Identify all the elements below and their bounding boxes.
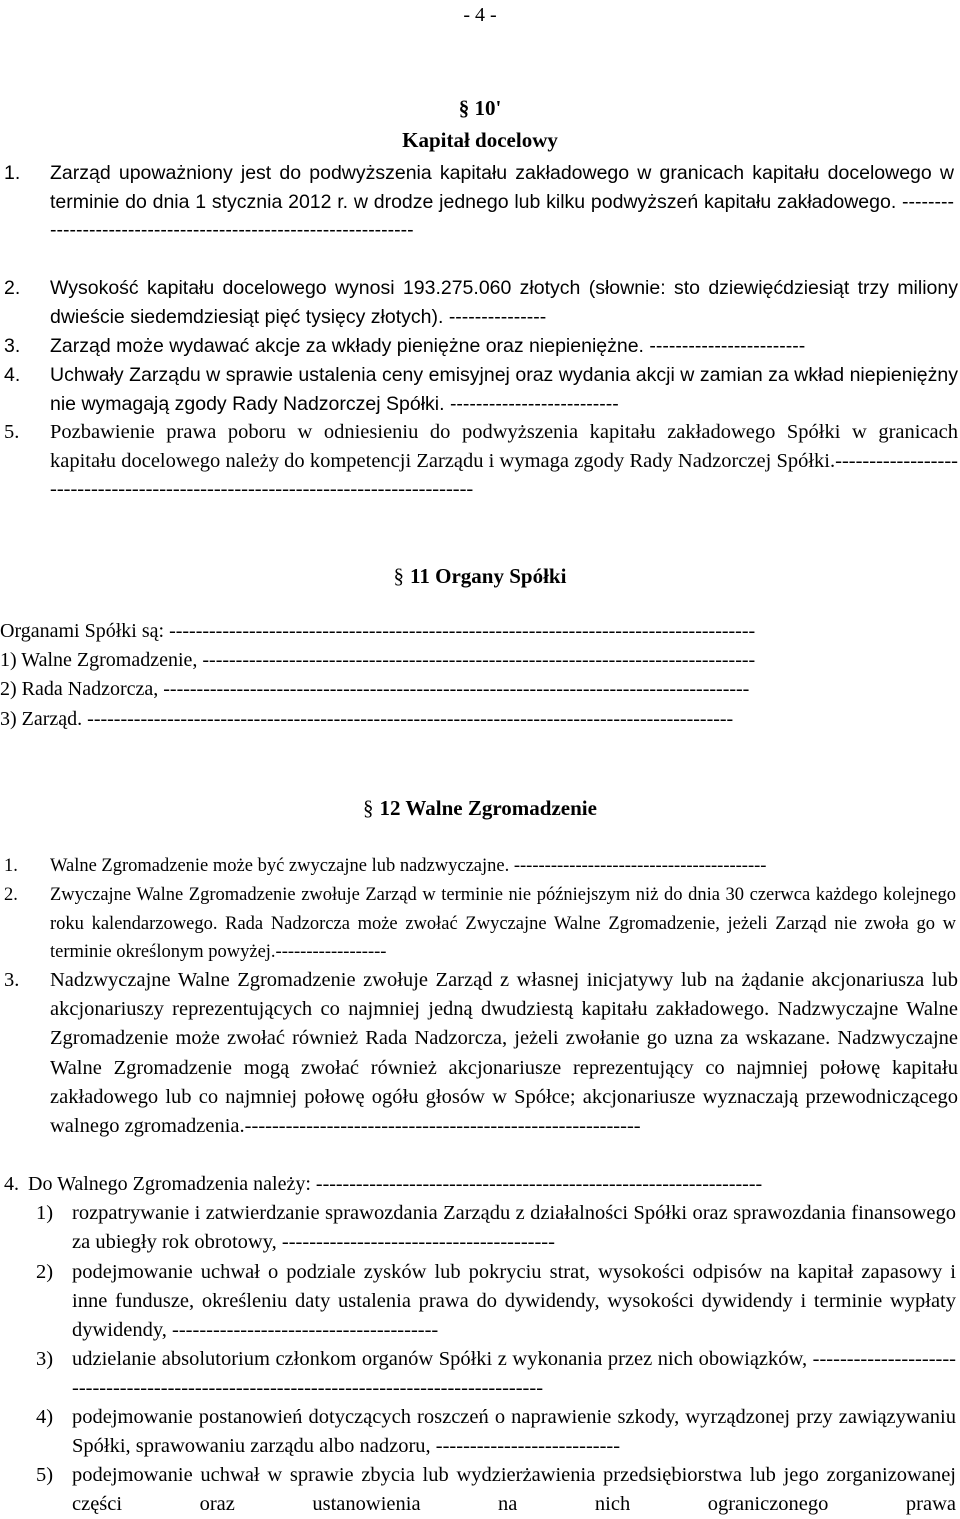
paragraph-symbol: §: [363, 796, 374, 820]
subitem-text: udzielanie absolutorium członkom organów Spółki z wykonania przez nich obowiązków, ------------------------------------------------------------------------------------------: [72, 1348, 956, 1400]
item-number: 4.: [4, 1173, 19, 1195]
paragraph-symbol: §: [393, 564, 405, 588]
item-number: 2.: [4, 885, 18, 905]
paragraph-symbol: §: [458, 96, 470, 120]
section-12-heading: [0, 796, 960, 821]
section-12-title: 12 Walne Zgromadzenie: [379, 796, 597, 820]
organ-item-1: 1) Walne Zgromadzenie, -----------------------------------------------------------------------------------: [0, 649, 756, 671]
subitem-number: 4): [36, 1406, 54, 1428]
section-10-item-1: [4, 159, 954, 245]
subitem-number: 1): [36, 1202, 54, 1224]
subitem-text: rozpatrywanie i zatwierdzanie sprawozdania Zarządu z działalności Spółki oraz sprawozdania finansowego za ubiegły rok obrotowy, ----------------------------------------: [72, 1202, 956, 1254]
item-text: Zarząd może wydawać akcje za wkłady pieniężne oraz niepieniężne. ------------------------: [50, 335, 806, 357]
organ-item-3: 3) Zarząd. -------------------------------------------------------------------------------------------------: [0, 708, 734, 730]
item-number: 1.: [4, 856, 18, 876]
item-text: Zarząd upoważniony jest do podwyższenia kapitału zakładowego w granicach kapitału docelowego w terminie do dnia 1 stycznia 2012 r. w drodze jednego lub kilku podwyższeń kapitału zakładowego. ----------------------------------------------------------------: [50, 162, 954, 242]
item-number: 5.: [4, 421, 20, 443]
duty-item-1: [36, 1199, 956, 1257]
subitem-text: podejmowanie postanowień dotyczących roszczeń o naprawienie szkody, wyrządzonej przy zawiązywaniu Spółki, sprawowaniu zarządu albo nadzoru, ---------------------------: [72, 1406, 956, 1458]
item-number: 1.: [4, 162, 21, 184]
subitem-number: 5): [36, 1464, 54, 1486]
section-11-heading: [0, 564, 960, 589]
section-10-title: Kapitał docelowy: [402, 128, 558, 152]
item-text: Wysokość kapitału docelowego wynosi 193.275.060 złotych (słownie: sto dziewięćdziesiąt trzy miliony dwieście siedemdziesiąt pięć tysięcy złotych). ---------------: [50, 277, 958, 328]
item-number: 3.: [4, 335, 21, 357]
subitem-text: podejmowanie uchwał o podziale zysków lub pokryciu strat, wysokości odpisów na kapitał zapasowy i inne fundusze, określeniu daty ustalenia prawa do dywidendy, wysokości dywidendy i terminie wypłaty dywidendy, ---------------------------------------: [72, 1261, 956, 1342]
section-12-item-4: [4, 1170, 956, 1199]
subitem-number: 2): [36, 1261, 54, 1283]
item-text: Zwyczajne Walne Zgromadzenie zwołuje Zarząd w terminie nie późniejszym niż do dnia 30 czerwca każdego kolejnego roku kalendarzowego. Rada Nadzorcza może zwołać Zwyczajne Walne Zgromadzenie, jeżeli Zarząd nie zwoła go w terminie określonym powyżej.------------------: [50, 885, 956, 963]
section-10-item-5: [4, 418, 958, 504]
item-text: Do Walnego Zgromadzenia należy: -------------------------------------------------------------------: [28, 1173, 763, 1195]
subitem-text: podejmowanie uchwał w sprawie zbycia lub wydzierżawienia przedsiębiorstwa lub jego zorganizowanej części oraz ustanowienia na nich ograniczonego prawa: [72, 1464, 956, 1516]
section-10-number: 10': [474, 96, 502, 120]
organy-intro: Organami Spółki są: ----------------------------------------------------------------------------------------: [0, 620, 756, 642]
item-text: Walne Zgromadzenie może być zwyczajne lub nadzwyczajne. -----------------------------------------: [50, 856, 767, 876]
duty-item-5: [36, 1461, 956, 1519]
section-11-title: 11 Organy Spółki: [410, 564, 567, 588]
item-text: Pozbawienie prawa poboru w odniesieniu do podwyższenia kapitału zakładowego Spółki w granicach kapitału docelowego należy do kompetencji Zarządu i wymaga zgody Rady Nadzorczej Spółki.--------------------------------------------------------------------------------: [50, 421, 958, 501]
section-12-item-3: [4, 966, 958, 1141]
duty-item-4: [36, 1403, 956, 1461]
item-number: 3.: [4, 969, 20, 991]
section-10-heading: [0, 96, 960, 121]
section-12-item-2: [4, 881, 956, 967]
subitem-number: 3): [36, 1348, 54, 1370]
duty-item-2: [36, 1258, 956, 1346]
item-text: Nadzwyczajne Walne Zgromadzenie zwołuje Zarząd z własnej inicjatywy lub na żądanie akcjonariusza lub akcjonariuszy reprezentujących co najmniej jedną dwudziestą kapitału zakładowego. Nadzwyczajne Walne Zgromadzenie może zwołać również Rada Nadzorcza, jeżeli zwołanie go uzna za wskazane. Nadzwyczajne Walne Zgromadzenie mogą zwołać również akcjonariusze reprezentujący co najmniej połowę kapitału zakładowego lub co najmniej połowę ogółu głosów w Spółce; akcjonariusze wyznaczają przewodniczącego walnego zgromadzenia.----------------------------------------------------------: [50, 969, 958, 1138]
duty-item-3: [36, 1345, 956, 1403]
section-10-item-3: [4, 332, 958, 361]
item-number: 2.: [4, 277, 21, 299]
item-number: 4.: [4, 364, 21, 386]
section-10-item-4: [4, 361, 958, 418]
item-text: Uchwały Zarządu w sprawie ustalenia ceny emisyjnej oraz wydania akcji w zamian za wkład niepieniężny nie wymagają zgody Rady Nadzorczej Spółki. --------------------------: [50, 364, 958, 415]
section-10-item-2: [4, 274, 958, 331]
page-number: - 4 -: [463, 4, 497, 26]
section-12-item-1: [4, 852, 956, 881]
organ-item-2: 2) Rada Nadzorcza, ----------------------------------------------------------------------------------------: [0, 678, 750, 700]
